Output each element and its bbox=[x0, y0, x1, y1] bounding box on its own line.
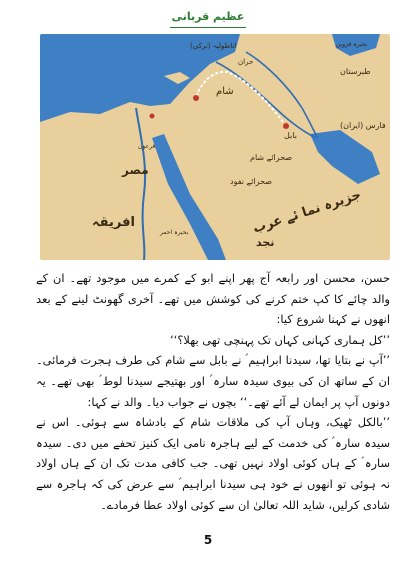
egypt-marker bbox=[150, 114, 155, 119]
paragraph-1: حسن، محسن اور رابعہ آج پھر اپنے ابو کے کمرے میں موجود تھے۔ ان کے والد چائے کا کپ ختم کرنے کی کوشش میں تھے۔ آخری گھونٹ لینے کے بعد انھوں نے کہنا شروع کیا: bbox=[36, 271, 390, 327]
label-fars: فارس (ایران) bbox=[340, 121, 386, 130]
map-illustration bbox=[40, 34, 390, 260]
title-underline bbox=[170, 27, 246, 28]
label-africa: افریقہ bbox=[92, 215, 135, 230]
label-sham: شام bbox=[216, 86, 234, 97]
babil-marker bbox=[283, 123, 289, 129]
story-text bbox=[36, 268, 390, 515]
label-tabaristan: طبرستان bbox=[340, 67, 371, 76]
page-number: 5 bbox=[203, 533, 213, 547]
label-sahra-nufud: صحرائے نفود bbox=[230, 177, 273, 186]
label-kharran: حران bbox=[238, 58, 254, 66]
label-najd: نجد bbox=[256, 236, 275, 249]
label-firaun: فرعون bbox=[138, 143, 156, 150]
label-arabia: جزیرہ نما ئے عرب bbox=[251, 187, 363, 237]
sham-marker bbox=[193, 95, 199, 101]
label-egypt: مصر bbox=[122, 163, 149, 177]
paragraph-2: ’’کل ہماری کہانی کہاں تک پہنچی تھی بھلا؟‘‘ bbox=[170, 332, 390, 347]
chapter-title: عظیم قربانی bbox=[171, 10, 245, 23]
label-sahra-shaam: صحرائے شام bbox=[250, 153, 293, 162]
historical-map bbox=[40, 34, 390, 260]
paragraph-3: ’’آپ نے بتایا تھا، سیدنا ابراہیم ؑ نے بابل سے شام کی طرف ہجرت فرمائی۔ ان کے ساتھ ان کی بیوی سیدہ سارہ ؑ اور بھتیجے سیدنا لوط ؑ بھی تھے۔ یہ دونوں آپ پر ایمان لے آئے تھے۔‘‘ بچوں نے جواب دیا۔ والد نے کہا: bbox=[36, 353, 390, 409]
paragraph-4: ’’بالکل ٹھیک، وہاں آپ کی ملاقات شام کے بادشاہ سے ہوئی۔ اس نے سیدہ سارہ ؑ کی خدمت کے لیے ہاجرہ نامی ایک کنیز تحفے میں دی۔ سیدہ سارہ ؑ کے ہاں کوئی اولاد نہیں تھی۔ جب کافی مدت تک ان کے ہاں اولاد نہ ہوئی تو انھوں نے خود ہی سیدنا ابراہیم ؑ سے عرض کی کہ ہاجرہ سے شادی کرلیں، شاید اللہ تعالیٰ ان سے کوئی اولاد عطا فرمادے۔ bbox=[36, 415, 390, 512]
label-babil: بابل bbox=[284, 131, 297, 140]
label-caspian: بحیرہ قزوین bbox=[336, 41, 368, 48]
label-bahr-ahmar: بحیرہ احمر bbox=[160, 229, 189, 236]
label-anatolia: اناطولیہ (ترکی) bbox=[190, 42, 237, 50]
